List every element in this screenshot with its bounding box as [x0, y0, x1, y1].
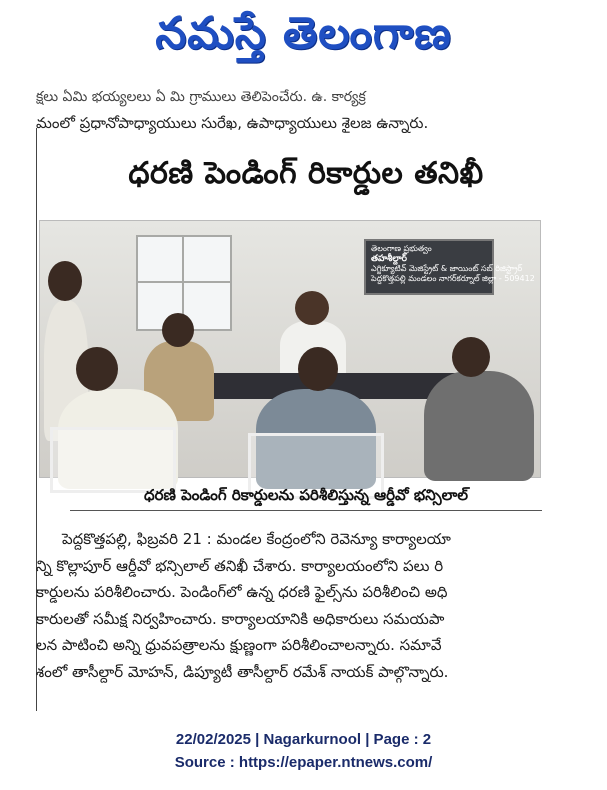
footer	[0, 728, 607, 774]
body-line: కారులతో సమీక్ష నిర్వహించారు. కార్యాలయానికి అధికారులు సమయపా	[36, 609, 445, 628]
previous-article-tail: మంలో ప్రధానోపాధ్యాయులు సురేఖ, ఉపాధ్యాయులు శైలజ ఉన్నారు.	[36, 114, 429, 132]
body-line: శంలో తాసీల్దార్ మోహన్, డిప్యూటీ తాసీల్దార్ రమేశ్ నాయక్ పాల్గొన్నారు.	[36, 662, 449, 681]
body-line: కార్డులను పరిశీలించారు. పెండింగ్‌లో ఉన్న ధరణి ఫైల్స్‌ను పరిశీలించి అధి	[36, 583, 448, 602]
sign-line: తెలంగాణ ప్రభుత్వం	[371, 244, 432, 253]
footer-dateline: 22/02/2025 | Nagarkurnool | Page : 2	[175, 731, 432, 748]
article-body	[36, 526, 576, 686]
newspaper-logo: నమస్తే తెలంగాణ	[155, 8, 452, 59]
article-headline: ధరణి పెండింగ్ రికార్డుల తనిఖీ	[128, 156, 484, 191]
person-head	[76, 347, 118, 391]
person-head	[162, 313, 194, 347]
article-photo	[39, 220, 541, 478]
sign-line: తహశీల్దార్	[371, 254, 408, 264]
chair	[50, 427, 176, 493]
sign-line: ఎగ్జిక్యూటివ్ మెజిస్ట్రేట్ & జాయింట్ సబ్ రిజిస్ట్రార్	[371, 264, 523, 273]
previous-article-cut-line: క్షలు ఏమి భయ్యలలు ఏ మి గ్రాములు తెలిపెంచేరు. ఉ. కార్యక్ర	[36, 89, 366, 105]
masthead	[0, 0, 607, 78]
person-head	[298, 347, 338, 391]
photo-caption: ధరణి పెండింగ్ రికార్డులను పరిశీలిస్తున్న ఆర్డీవో భన్సిలాల్	[144, 486, 468, 504]
news-clipping	[36, 89, 576, 714]
body-line: న్ని కొల్లాపూర్ ఆర్డీవో భన్సిలాల్ తనిఖీ చేశారు. కార్యాలయంలోని పలు రి	[36, 556, 444, 575]
person-seated	[424, 371, 534, 481]
person-head	[452, 337, 490, 377]
sign-line: పెద్దకొత్తపల్లి మండలం నాగర్‌కర్నూల్ జిల్లా - 509412	[371, 274, 535, 283]
office-signboard	[364, 239, 535, 295]
person-head	[48, 261, 82, 301]
body-line: లన పాటించి అన్ని ధ్రువపత్రాలను క్షుణ్ణంగా పరిశీలించాలన్నారు. సమావే	[36, 636, 442, 655]
body-line: పెద్దకొత్తపల్లి, ఫిబ్రవరి 21 : మండల కేంద్రంలోని రెవెన్యూ కార్యాలయా	[62, 530, 451, 548]
footer-source: Source : https://epaper.ntnews.com/	[174, 754, 433, 771]
caption-rule	[70, 510, 542, 511]
person-head	[295, 291, 329, 325]
